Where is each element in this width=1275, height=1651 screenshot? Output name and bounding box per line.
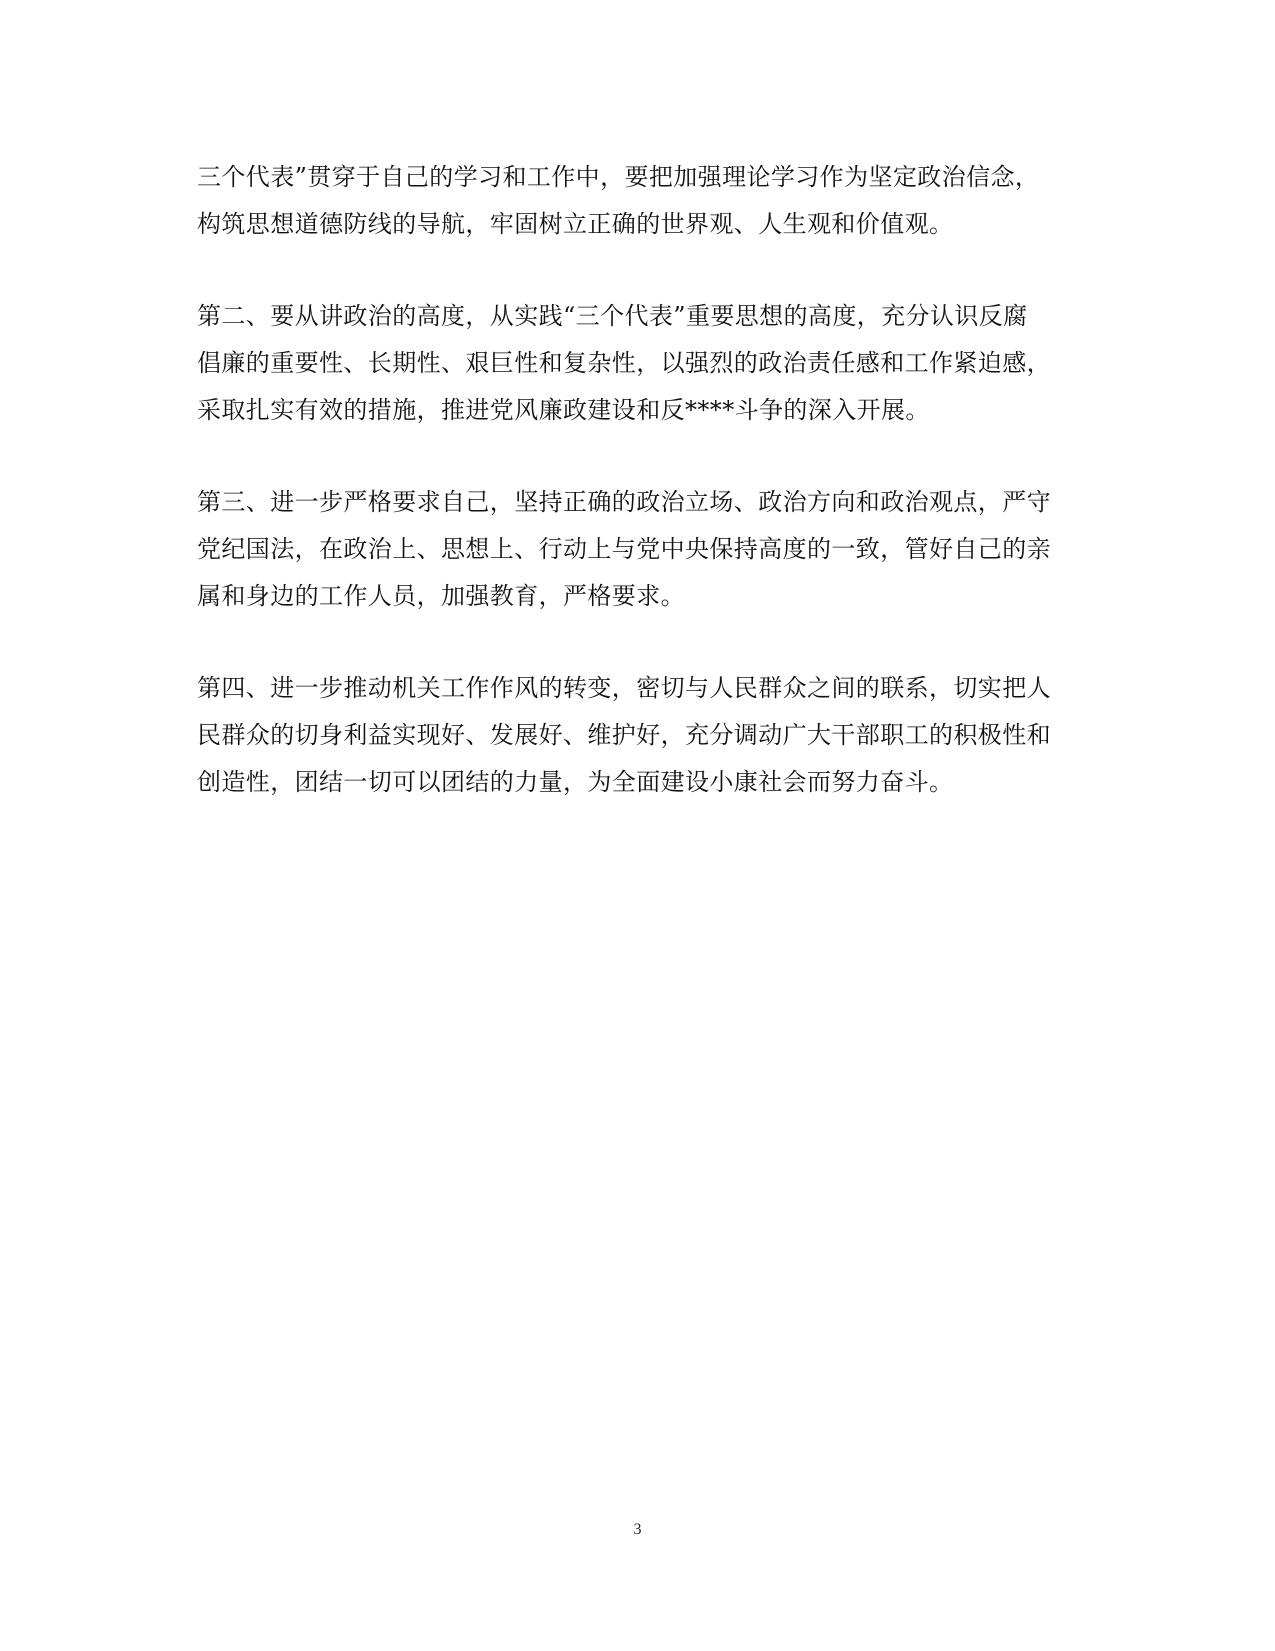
paragraph-line: 属和身边的工作人员，加强教育，严格要求。 (197, 582, 685, 610)
paragraph-3 (197, 479, 1077, 620)
paragraph-line: 创造性，团结一切可以团结的力量，为全面建设小康社会而努力奋斗。 (197, 768, 954, 796)
paragraph-line: 倡廉的重要性、长期性、艰巨性和复杂性，以强烈的政治责任感和工作紧迫感， (197, 349, 1051, 377)
document-body (197, 154, 1077, 851)
paragraph-2 (197, 293, 1077, 434)
paragraph-line: 党纪国法，在政治上、思想上、行动上与党中央保持高度的一致，管好自己的亲 (197, 535, 1051, 563)
paragraph-4 (197, 665, 1077, 806)
paragraph-line: 民群众的切身利益实现好、发展好、维护好，充分调动广大干部职工的积极性和 (197, 721, 1051, 749)
page-number: 3 (633, 1521, 642, 1538)
paragraph-line: 第三、进一步严格要求自己，坚持正确的政治立场、政治方向和政治观点，严守 (197, 488, 1051, 516)
paragraph-line: 第四、进一步推动机关工作作风的转变，密切与人民群众之间的联系，切实把人 (197, 674, 1051, 702)
paragraph-line: 采取扎实有效的措施，推进党风廉政建设和反****斗争的深入开展。 (197, 396, 930, 424)
paragraph-1 (197, 154, 1077, 248)
paragraph-line: 构筑思想道德防线的导航，牢固树立正确的世界观、人生观和价值观。 (197, 210, 954, 238)
paragraph-line: 三个代表”贯穿于自己的学习和工作中，要把加强理论学习作为坚定政治信念， (197, 163, 1040, 191)
paragraph-line: 第二、要从讲政治的高度，从实践“三个代表”重要思想的高度，充分认识反腐 (197, 302, 1028, 330)
